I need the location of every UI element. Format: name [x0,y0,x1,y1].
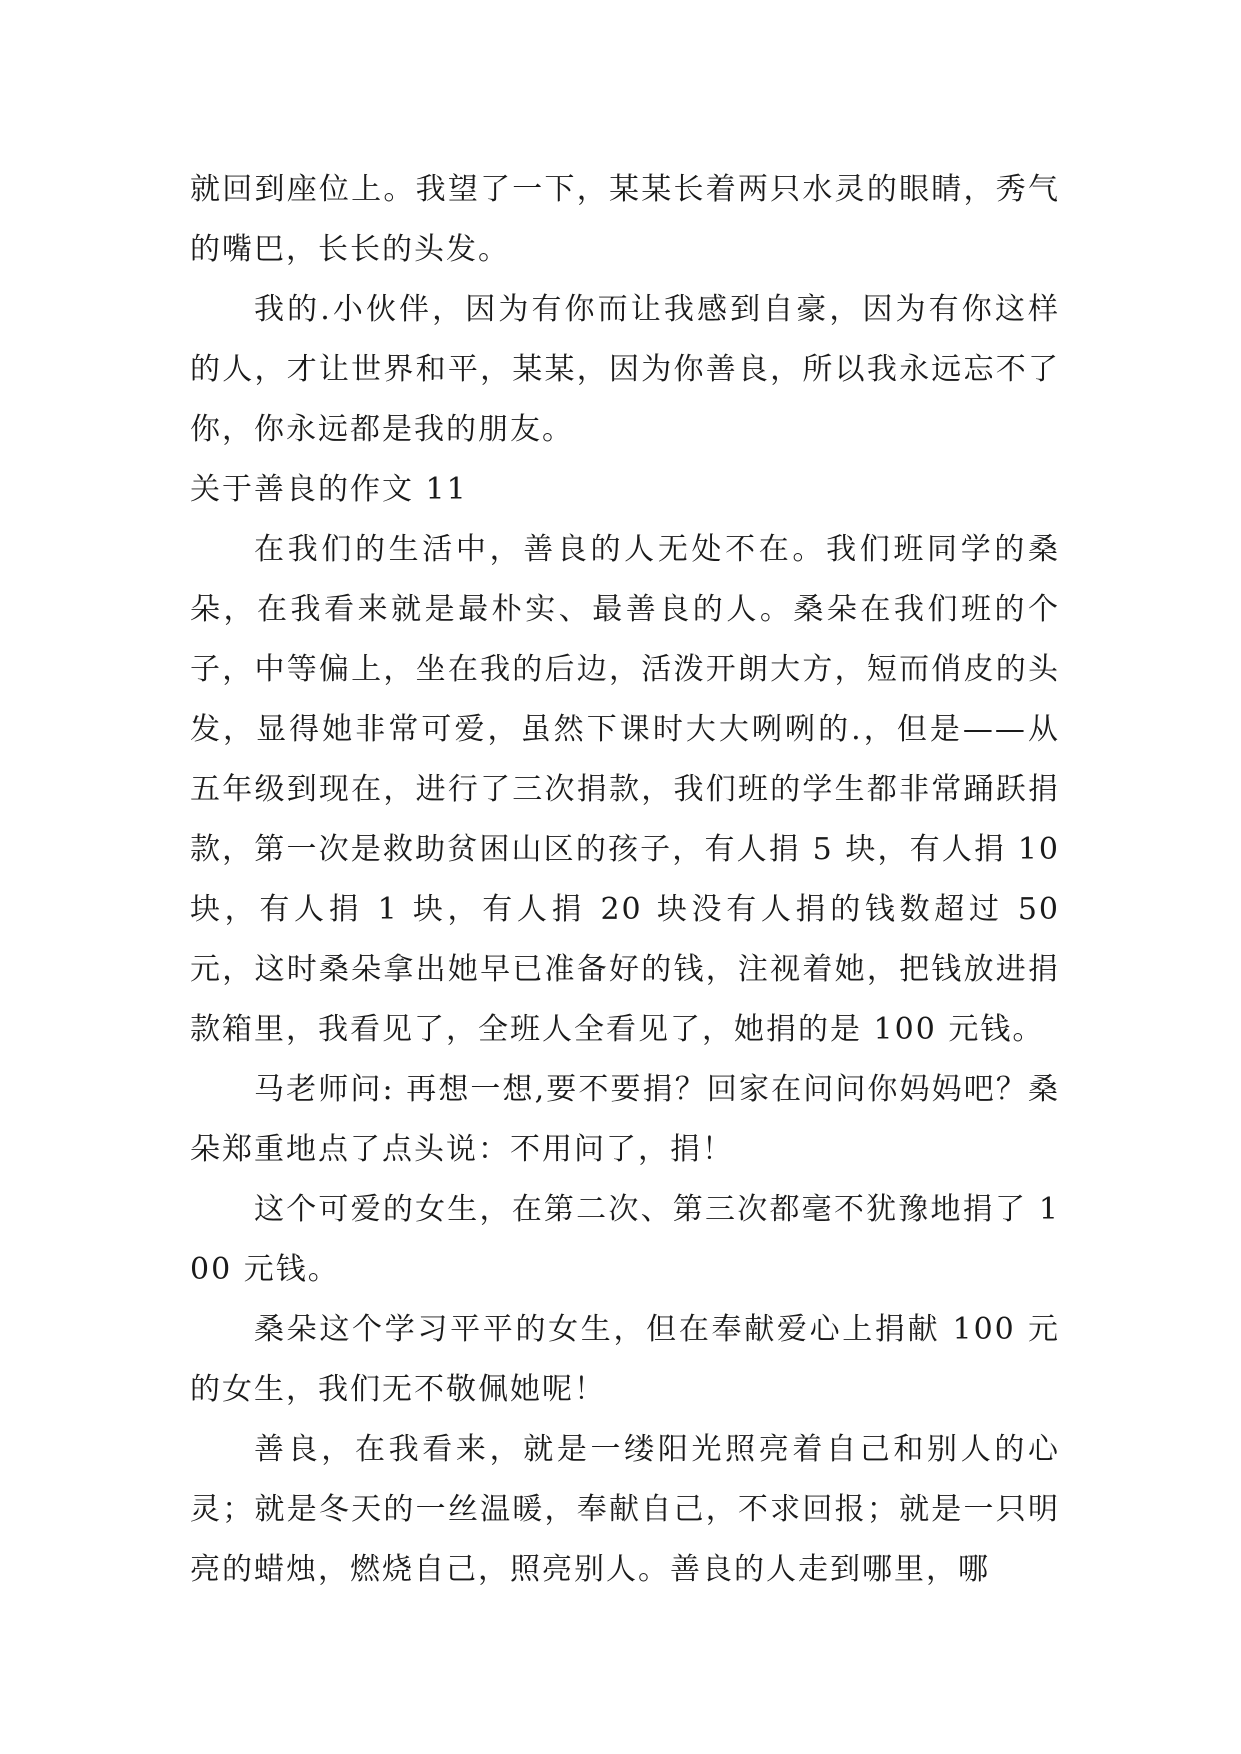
essay-heading: 关于善良的作文 11 [190,472,468,507]
paragraph-kindness-definition: 善良，在我看来，就是一缕阳光照亮着自己和别人的心灵；就是冬天的一丝温暖，奉献自己，不求回报；就是一只明亮的蜡烛，燃烧自己，照亮别人。善良的人走到哪里，哪 [190,1432,1060,1587]
paragraph-admiration: 桑朵这个学习平平的女生，但在奉献爱心上捐献 100 元的女生，我们无不敬佩她呢！ [190,1312,1060,1407]
paragraph-sangduo-intro: 在我们的生活中，善良的人无处不在。我们班同学的桑朵，在我看来就是最朴实、最善良的人。桑朵在我们班的个子，中等偏上，坐在我的后边，活泼开朗大方，短而俏皮的头发，显得她非常可爱，虽然下课时大大咧咧的.，但是——从五年级到现在，进行了三次捐款，我们班的学生都非常踊跃捐款，第一次是救助贫困山区的孩子，有人捐 5 块，有人捐 10 块，有人捐 1 块，有人捐 20 块没有人捐的钱数超过 50 元，这时桑朵拿出她早已准备好的钱，注视着她，把钱放进捐款箱里，我看见了，全班人全看见了，她捐的是 100 元钱。 [190,532,1060,1047]
paragraph-second-donation: 这个可爱的女生，在第二次、第三次都毫不犹豫地捐了 100 元钱。 [190,1192,1060,1287]
paragraph-teacher-question: 马老师问: 再想一想,要不要捐？回家在问问你妈妈吧？桑朵郑重地点了点头说：不用问了，捐！ [190,1072,1060,1167]
paragraph-friend: 我的.小伙伴，因为有你而让我感到自豪，因为有你这样的人，才让世界和平，某某，因为你善良，所以我永远忘不了你，你永远都是我的朋友。 [190,292,1060,447]
document-body [190,160,1060,1600]
paragraph-continued: 就回到座位上。我望了一下，某某长着两只水灵的眼睛，秀气的嘴巴，长长的头发。 [190,172,1060,267]
